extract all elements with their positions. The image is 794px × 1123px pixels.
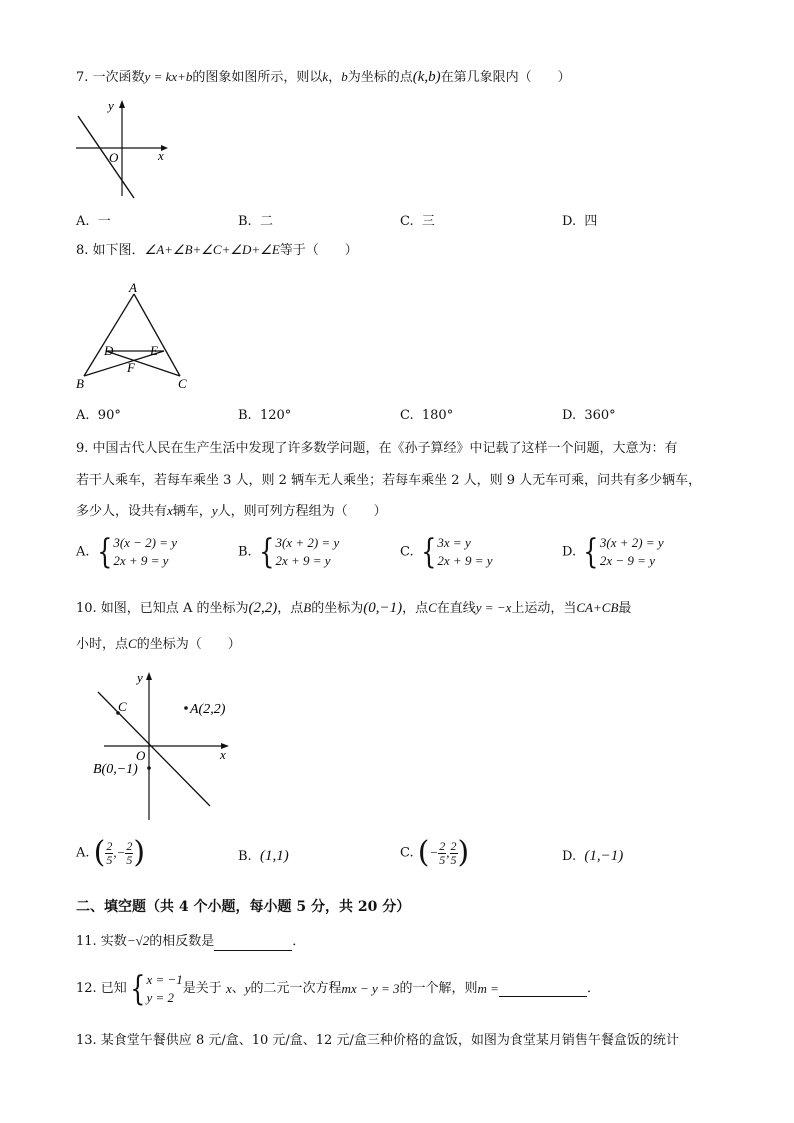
q8-option-a[interactable]: A. 90° <box>76 408 121 423</box>
q7-option-b[interactable]: B. 二 <box>238 214 273 229</box>
q8-formula: ∠A+∠B+∠C+∠D+∠E <box>144 242 280 257</box>
q13-line-1: 13. 某食堂午餐供应 8 元/盒、10 元/盒、12 元/盒三种价格的盒饭，如图为食堂某月销售午餐盒饭的统计 <box>76 1033 679 1048</box>
q11-answer-blank[interactable] <box>214 936 292 951</box>
q10-y-label: y <box>137 670 143 685</box>
q12: 12. 已知 { x = −1 y = 2 是关于 x 、 y 的二元一次方程 mx − y = 3 的一个解，则 m = ． <box>76 969 600 1009</box>
section-2-title: 二、填空题（共 4 个小题，每小题 5 分，共 20 分） <box>76 899 411 915</box>
q10-origin-label: O <box>136 748 146 763</box>
q7-x-label: x <box>158 148 164 163</box>
q10-option-d[interactable]: D. (1,−1) <box>562 848 624 864</box>
q9-line-2: 若干人乘车，若每车乘坐 3 人，则 2 辆车无人乘坐；若每车乘坐 2 人，则 9 人无车可乘，问共有多少辆车， <box>76 473 702 488</box>
q8-figure <box>72 280 197 395</box>
brace-icon: { <box>96 532 113 572</box>
q7-formula: y = kx+b <box>144 69 193 84</box>
q10-line-2: 小时，点C的坐标为（ ） <box>76 636 241 652</box>
q7-y-label: y <box>108 98 114 113</box>
q9-line-1: 9. 中国古代人民在生产生活中发现了许多数学问题，在《孙子算经》中记载了这样一个问题，大意为：有 <box>76 441 678 456</box>
q8-edge-ac <box>134 294 180 376</box>
q9-option-c[interactable]: C. { 3x = y 2x + 9 = y <box>400 532 493 572</box>
q8-option-d[interactable]: D. 360° <box>562 408 616 423</box>
q8-label-b: B <box>76 376 84 391</box>
q10-figure <box>88 664 248 824</box>
q7-option-a[interactable]: A. 一 <box>76 214 111 229</box>
q9-line-3: 多少人，设共有x辆车，y人，则可列方程组为（ ） <box>76 503 387 519</box>
q10-b-label: B(0,−1) <box>93 762 138 777</box>
q9-option-b[interactable]: B. { 3(x + 2) = y 2x + 9 = y <box>238 532 340 572</box>
q8-stem: 8. 如下图．∠A+∠B+∠C+∠D+∠E等于（ ） <box>76 242 358 258</box>
q10-c-label: C <box>118 699 127 714</box>
q8-label-f: F <box>127 360 135 375</box>
q8-edge-cd <box>106 351 180 376</box>
q7-function-line <box>78 116 134 198</box>
q9-option-a[interactable]: A. { 3(x − 2) = y 2x + 9 = y <box>76 532 178 572</box>
q7-figure <box>72 96 182 200</box>
q7-origin-label: O <box>109 150 119 165</box>
q10-a-label: A(2,2) <box>190 702 226 717</box>
q10-line-1: 10. 如图，已知点 A 的坐标为(2,2)，点B的坐标为(0,−1)，点C在直线y = −x上运动，当CA+CB最 <box>76 600 632 616</box>
q7-option-d[interactable]: D. 四 <box>562 214 598 229</box>
q10-option-c[interactable]: C. (− $\frac{2}{5}$ , $\frac{2}{5}$ ) <box>400 835 470 870</box>
brace-icon: { <box>583 532 599 572</box>
q8-label-a: A <box>129 280 137 295</box>
q12-answer-blank[interactable] <box>499 982 587 997</box>
q8-label-e: E <box>150 343 158 358</box>
q7-y-arrow <box>119 100 125 108</box>
q8-label-d: D <box>104 343 114 358</box>
brace-icon: { <box>421 532 437 572</box>
q10-y-arrow <box>146 672 152 680</box>
q11: 11. 实数−√2的相反数是 ． <box>76 933 306 949</box>
q10-point-a <box>184 706 188 710</box>
q8-option-c[interactable]: C. 180° <box>400 408 454 423</box>
q10-option-b[interactable]: B. (1,1) <box>238 848 289 864</box>
brace-icon: { <box>130 969 146 1009</box>
q10-option-a[interactable]: A. ( $\frac{2}{5}$ ,− $\frac{2}{5}$ ) <box>76 835 146 870</box>
q10-x-label: x <box>220 747 226 762</box>
q7-option-c[interactable]: C. 三 <box>400 214 435 229</box>
q8-label-c: C <box>178 376 187 391</box>
q11-expr: −√2 <box>126 933 150 948</box>
q7-point: (k,b) <box>412 69 441 85</box>
brace-icon: { <box>259 532 275 572</box>
q7-stem: 7. 一次函数y = kx+b的图象如图所示，则以k，b为坐标的点(k,b)在第几象限内（ ） <box>76 69 571 85</box>
q8-option-b[interactable]: B. 120° <box>238 408 292 423</box>
q9-option-d[interactable]: D. { 3(x + 2) = y 2x − 9 = y <box>562 532 664 572</box>
q10-point-b <box>147 766 151 770</box>
